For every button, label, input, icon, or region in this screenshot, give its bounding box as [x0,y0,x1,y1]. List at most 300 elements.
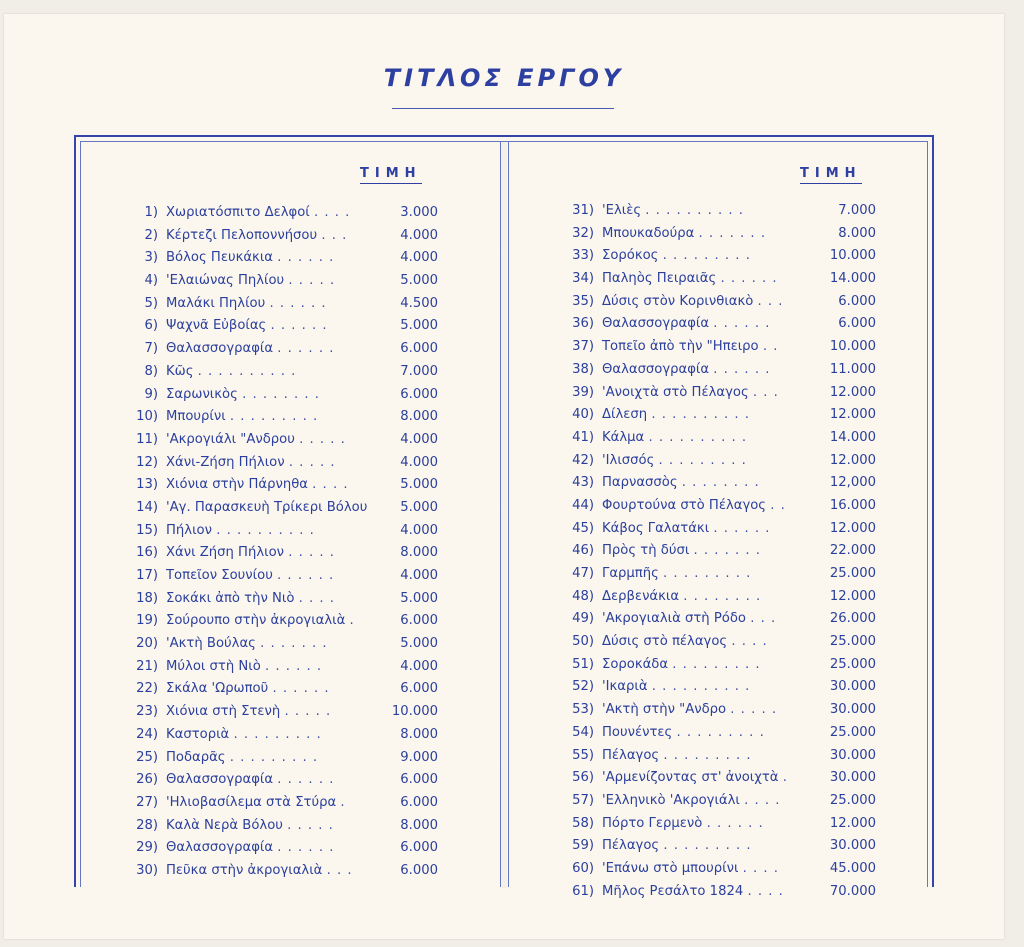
artwork-price: 12.000 [829,520,876,536]
item-number: 58) [572,815,594,831]
artwork-title-text: Παληὸς Πειραιᾶς [602,271,717,287]
item-number: 17) [136,568,158,583]
item-number: 9) [144,386,158,402]
leader-dots: . . . . . . . . . [663,566,752,581]
artwork-title-text: Δίλεση [602,407,648,423]
center-divider-left [500,141,501,887]
artwork-price: 6.000 [400,772,438,788]
artwork-price: 12.000 [829,407,876,423]
leader-dots: . . . . . . [277,341,335,357]
item-number: 61) [572,883,594,899]
artwork-title-text: 'Ακρογιαλιὰ στὴ Ρόδο [602,611,746,627]
item-number: 44) [572,497,594,513]
artwork-price: 25.000 [829,724,876,740]
artwork-price: 12,000 [829,475,876,491]
left-price-header: ΤΙΜΗ [360,166,422,184]
list-item [136,270,438,293]
artwork-title [602,495,786,517]
artwork-title [166,678,330,700]
artwork-title-text: Ποδαρᾶς [166,749,226,765]
list-item [572,676,876,699]
artwork-title [602,472,760,494]
artwork-price: 4.000 [400,658,438,674]
artwork-title-text: 'Ελληνικὸ 'Ακρογιάλι [602,792,740,808]
item-number: 33) [572,248,594,264]
item-number: 41) [572,429,594,445]
item-number: 57) [572,792,594,808]
item-number: 51) [572,656,594,672]
artwork-title [602,563,751,585]
item-number: 34) [572,271,594,287]
leader-dots: . . . . [731,634,768,650]
list-item [572,608,876,631]
leader-dots: . . . . . . . . . [229,749,319,765]
artwork-price: 5.000 [400,318,438,334]
artwork-title [602,540,761,562]
list-item [136,860,438,883]
artwork-price: 14.000 [829,271,876,287]
artwork-title [602,404,750,426]
artwork-title-text: Πέλαγος [602,838,660,854]
artwork-title-text: Ψαχνᾶ Εὐβοίας [166,318,267,334]
leader-dots: . . . [757,293,784,309]
artwork-title-text: Τοπεῖον Σουνίου [166,568,273,583]
artwork-title-text: Πέλαγος [602,747,660,763]
list-item [572,813,876,836]
list-item [136,837,438,860]
artwork-title-text: Σοκάκι ἀπὸ τὴν Νιὸ [166,590,295,606]
list-item [572,586,876,609]
leader-dots: . . . . . . . . . . [197,363,297,379]
list-item [136,610,438,633]
list-item [572,858,876,881]
leader-dots: . . . . . . . . . [663,747,752,763]
item-number: 6) [144,318,158,334]
frame-left-border [74,135,76,887]
artwork-price: 10.000 [391,704,438,720]
list-item [572,654,876,677]
artwork-title [166,474,349,496]
list-item [572,427,876,450]
artwork-price: 10.000 [829,248,876,264]
artwork-price: 5.000 [400,636,438,652]
leader-dots: . . . . . [287,817,334,833]
leader-dots: . . [770,497,786,513]
artwork-price: 7.000 [400,363,438,379]
artwork-title [166,747,318,769]
leader-dots: . . . . . . . . [681,475,760,491]
list-item [136,474,438,497]
artwork-title-text: Μπουρίνι [166,409,226,425]
item-number: 54) [572,724,594,740]
artwork-title [602,427,747,449]
list-item [136,384,438,407]
artwork-price: 7.000 [838,203,876,218]
leader-dots: . . . . . . [713,316,771,332]
list-item [136,293,438,316]
artwork-title-text: Χάνι Ζήση Πήλιον [166,545,285,561]
list-item [136,406,438,429]
frame-left-inner-border [80,141,81,887]
artwork-price: 16.000 [829,497,876,513]
item-number: 55) [572,747,594,763]
list-item [572,223,876,246]
artwork-price: 12.000 [829,588,876,604]
artwork-price: 8.000 [400,817,438,833]
item-number: 37) [572,339,594,355]
list-item [136,338,438,361]
leader-dots: . . . . . [730,702,778,718]
center-divider-right [508,141,509,887]
artwork-price: 5.000 [400,499,438,515]
item-number: 8) [144,363,158,379]
leader-dots: . . [762,339,779,355]
artwork-title-text: Χιόνια στὴν Πάρνηθα [166,477,308,493]
item-number: 31) [572,203,594,218]
artwork-price: 9.000 [400,749,438,765]
list-item [572,495,876,518]
list-item [572,631,876,654]
artwork-title-text: Δύσις στὸ πέλαγος [602,634,728,650]
artwork-title-text: 'Ακρογιάλι "Ανδρου [166,431,295,447]
list-item [572,382,876,405]
item-number: 10) [136,409,158,425]
item-number: 56) [572,770,594,786]
leader-dots: . [349,613,355,629]
artwork-price: 4.000 [400,454,438,470]
leader-dots: . . . . . . . [693,543,761,559]
list-item [572,245,876,268]
list-item [572,472,876,495]
leader-dots: . . . . . [288,273,336,289]
list-item [572,404,876,427]
leader-dots: . . . . . . [277,772,335,788]
artwork-price: 8.000 [400,726,438,742]
list-item [136,452,438,475]
artwork-title-text: Θαλασσογραφία [166,341,274,357]
artwork-title [166,338,334,360]
item-number: 21) [136,658,158,674]
item-number: 46) [572,543,594,559]
artwork-title [166,429,346,451]
artwork-price: 14.000 [829,429,876,445]
list-item [572,313,876,336]
artwork-title [602,676,750,698]
artwork-price: 5.000 [400,273,438,289]
artwork-price: 12.000 [829,452,876,468]
artwork-title [166,792,346,814]
leader-dots: . . . . [312,477,349,493]
item-number: 30) [136,862,158,878]
artwork-title-text: Πήλιον [166,522,212,538]
artwork-title [166,497,367,519]
leader-dots: . . . . . . . . . . [651,679,751,695]
item-number: 18) [136,590,158,606]
leader-dots: . . . [326,862,353,878]
artwork-title [602,813,764,835]
artwork-title [602,245,751,267]
list-item [136,588,438,611]
list-item [136,815,438,838]
artwork-title [602,608,776,630]
list-item [136,747,438,770]
leader-dots: . . . . . . . . . . [648,429,748,445]
artwork-price: 70.000 [829,883,876,899]
artwork-title [166,520,315,542]
artwork-title [166,656,322,678]
artwork-title [602,200,744,222]
list-item [136,315,438,338]
artwork-title [166,361,296,383]
leader-dots: . . . . [744,792,781,808]
leader-dots: . . . . . . . . . [672,656,761,672]
leader-dots: . . . . . [288,545,335,561]
artwork-price: 6.000 [400,613,438,629]
artwork-price: 11.000 [829,361,876,377]
list-item [136,520,438,543]
artwork-title-text: Σορόκος [602,248,659,264]
leader-dots: . . . . . . [277,840,335,856]
artwork-price: 45.000 [829,860,876,876]
list-item [136,361,438,384]
leader-dots: . . . . . . [269,295,327,311]
leader-dots: . . . . [298,590,335,606]
artwork-price: 8.000 [400,545,438,561]
artwork-title-text: 'Ελαιώνας Πηλίου [166,273,285,289]
list-item [572,722,876,745]
item-number: 7) [144,341,158,357]
artwork-title-text: 'Επάνω στὸ μπουρίνι [602,860,739,876]
artwork-price: 10.000 [829,339,876,355]
artwork-title-text: Κῶς [166,363,194,379]
artwork-title-text: 'Ελιὲς [602,203,642,218]
page-title: ΤΙΤΛΟΣ ΕΡΓΟΥ [383,64,625,92]
list-item [572,745,876,768]
item-number: 39) [572,384,594,400]
artwork-title [166,293,327,315]
artwork-price: 4.000 [400,522,438,538]
item-number: 29) [136,840,158,856]
artwork-price: 30.000 [829,838,876,854]
list-item [572,268,876,291]
artwork-title-text: Σκάλα 'Ωρωποῦ [166,681,269,697]
artwork-title-text: Παρνασσὸς [602,475,678,491]
list-item [572,790,876,813]
leader-dots: . . . . . . [270,318,328,334]
list-item [136,701,438,724]
leader-dots: . . . . . . . . . . [216,522,315,538]
artwork-title-text: Θαλασσογραφία [602,316,710,332]
artwork-price: 8.000 [400,409,438,425]
leader-dots: . . . . . . [277,250,335,266]
item-number: 5) [144,295,158,311]
item-number: 60) [572,860,594,876]
artwork-title [602,518,771,540]
item-number: 42) [572,452,594,468]
list-item [136,792,438,815]
artwork-price: 25.000 [829,792,876,808]
artwork-price: 6.000 [400,681,438,697]
item-number: 38) [572,361,594,377]
artwork-title [602,450,747,472]
artwork-price: 6.000 [400,386,438,402]
list-item [136,565,438,588]
artwork-title [602,835,752,857]
list-item [136,724,438,747]
item-number: 49) [572,611,594,627]
item-number: 4) [144,273,158,289]
leader-dots: . [782,770,788,786]
item-number: 1) [144,205,158,220]
list-item [572,835,876,858]
artwork-price: 8.000 [838,225,876,241]
artwork-title [166,202,350,224]
item-number: 20) [136,636,158,652]
artwork-title [602,654,761,676]
artwork-title-text: 'Ακτὴ στὴν "Ανδρο [602,702,727,718]
artwork-title [166,610,355,632]
artwork-title-text: Κάλμα [602,429,645,445]
list-item [136,656,438,679]
artwork-title [602,313,770,335]
leader-dots: . . . . . . . . [683,588,762,604]
leader-dots: . . . . . . [720,271,778,287]
artwork-price: 30.000 [829,679,876,695]
artwork-title [166,588,335,610]
item-number: 28) [136,817,158,833]
artwork-title [166,384,320,406]
artwork-title-text: Δερβενάκια [602,588,680,604]
artwork-title [602,722,765,744]
item-number: 15) [136,522,158,538]
artwork-price: 3.000 [400,205,438,220]
leader-dots: . . . . . . . . . [233,726,322,742]
artwork-title-text: Πρὸς τὴ δύσι [602,543,690,559]
artwork-price: 6.000 [838,316,876,332]
list-item [572,563,876,586]
item-number: 48) [572,588,594,604]
artwork-price: 6.000 [400,794,438,810]
artwork-title [166,701,331,723]
leader-dots: . . . . [747,883,784,899]
artwork-title-text: Σούρουπο στὴν ἀκρογιαλιὰ [166,613,346,629]
artwork-price: 12.000 [829,384,876,400]
list-item [572,450,876,473]
item-number: 27) [136,794,158,810]
leader-dots: . . . . . . . . . . [651,407,750,423]
artwork-title [602,790,780,812]
artwork-price: 12.000 [829,815,876,831]
leader-dots: . . . . . [299,431,346,447]
artwork-title [166,837,334,859]
leader-dots: . . . [750,611,777,627]
list-item [136,678,438,701]
list-item [136,202,438,225]
item-number: 24) [136,726,158,742]
item-number: 50) [572,634,594,650]
leader-dots: . . . . . . [272,681,330,697]
artwork-title [166,815,334,837]
list-item [572,881,876,904]
frame-top-border [74,135,934,137]
leader-dots: . . . . [742,860,779,876]
artwork-title-text: Πεῦκα στὴν ἀκρογιαλιὰ [166,862,323,878]
artwork-title-text: Καστοριὰ [166,726,230,742]
list-item [136,769,438,792]
list-item [136,542,438,565]
leader-dots: . . . . . . . [698,225,767,241]
artwork-title [602,359,770,381]
artwork-title-text: Μύλοι στὴ Νιὸ [166,658,261,674]
title-underline [392,108,614,109]
item-number: 13) [136,477,158,493]
item-number: 26) [136,772,158,788]
list-item [572,767,876,790]
leader-dots: . . . . . . [277,568,335,583]
artwork-title [166,633,328,655]
item-number: 14) [136,499,158,515]
item-number: 45) [572,520,594,536]
artwork-title-text: Μπουκαδούρα [602,225,695,241]
artwork-title [602,268,778,290]
artwork-title-text: 'Αγ. Παρασκευὴ Τρίκερι Βόλου [166,499,368,515]
leader-dots: . . . . . . . . . [229,409,319,425]
item-number: 35) [572,293,594,309]
list-item [136,225,438,248]
artwork-price: 5.000 [400,590,438,606]
artwork-title-text: Θαλασσογραφία [166,772,274,788]
artwork-title [166,270,335,292]
artwork-title [602,881,784,903]
left-artwork-list [136,202,438,883]
artwork-title-text: Χωριατόσπιτο Δελφοί [166,205,310,220]
item-number: 2) [144,227,158,243]
artwork-title-text: Κέρτεζι Πελοποννήσου [166,227,318,243]
artwork-title [602,223,766,245]
list-item [572,200,876,223]
artwork-price: 22.000 [829,543,876,559]
list-item [572,336,876,359]
artwork-title-text: Καλὰ Νερὰ Βόλου [166,817,283,833]
artwork-title [602,631,768,653]
artwork-price: 6.000 [400,341,438,357]
right-price-header: ΤΙΜΗ [800,166,862,184]
artwork-price: 30.000 [829,747,876,763]
leader-dots: . . . . . . [706,815,764,831]
artwork-title [166,247,334,269]
list-item [572,291,876,314]
list-item [572,518,876,541]
artwork-title-text: Θαλασσογραφία [166,840,274,856]
item-number: 25) [136,749,158,765]
artwork-title [166,542,335,564]
artwork-title [602,745,752,767]
artwork-title [166,724,322,746]
artwork-title [166,769,334,791]
artwork-price: 26.000 [829,611,876,627]
artwork-price: 30.000 [829,702,876,718]
artwork-price: 6.000 [838,293,876,309]
artwork-price: 4.000 [400,227,438,243]
artwork-title-text: Χιόνια στὴ Στενὴ [166,704,281,720]
item-number: 22) [136,681,158,697]
artwork-price: 25.000 [829,656,876,672]
item-number: 32) [572,225,594,241]
item-number: 36) [572,316,594,332]
artwork-price: 6.000 [400,840,438,856]
artwork-price: 4.000 [400,568,438,583]
item-number: 59) [572,838,594,854]
